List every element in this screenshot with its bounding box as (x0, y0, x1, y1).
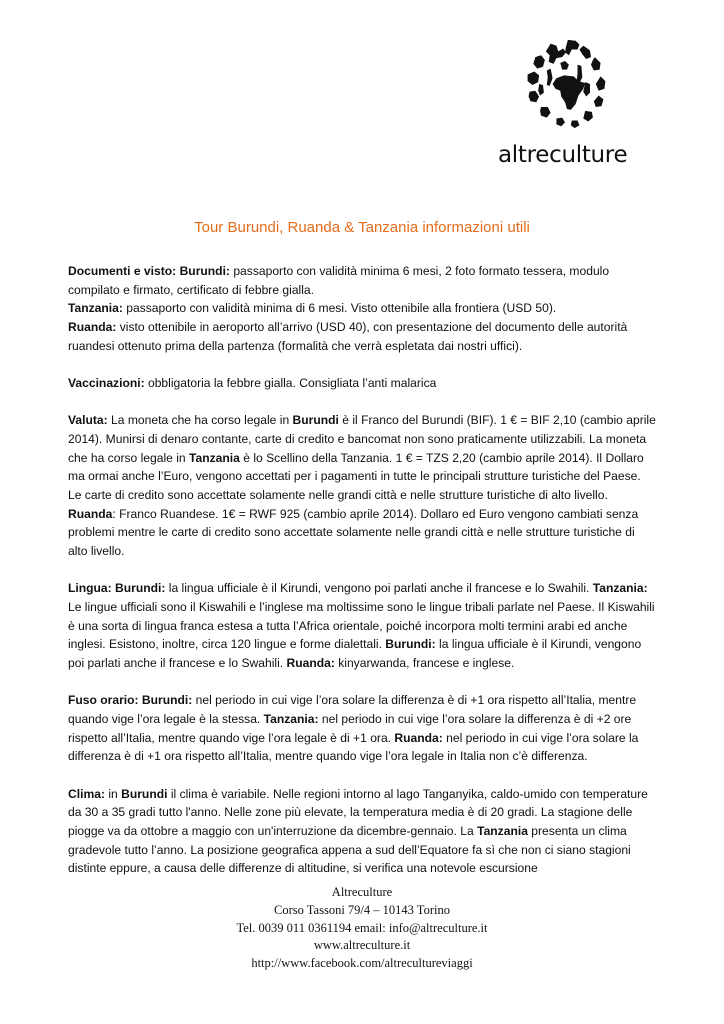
document-body (68, 262, 656, 897)
country-label: Tanzania: (68, 301, 123, 316)
brand-logo (496, 36, 626, 168)
brand-name: altreculture (498, 142, 628, 168)
section-label: Vaccinazioni: (68, 376, 145, 391)
section-text: passaporto con validità minima di 6 mesi. Visto ottenibile alla frontiera (USD 50). (122, 301, 557, 316)
page-title: Tour Burundi, Ruanda & Tanzania informazioni utili (194, 219, 530, 236)
section-text: è lo Scellino della Tanzania. 1 € = TZS 2,20 (cambio aprile 2014). Il Dollaro ma ormai anche l’Euro, vengono accettati per i pagamenti in tutte le principali strutture turistiche del Paese. Le carte di credito sono accettate solamente nelle grandi città e nelle strutture turistiche di alto livello. (68, 450, 644, 503)
footer-website-link[interactable]: www.altreculture.it (313, 938, 411, 953)
page-footer (0, 884, 724, 973)
country-label: Ruanda (68, 506, 113, 521)
section-label: Valuta: (68, 413, 108, 428)
section-clima (68, 785, 656, 879)
country-label: Ruanda: (286, 656, 335, 671)
country-label: Burundi: (138, 693, 193, 708)
section-text: visto ottenibile in aeroporto all’arrivo (USD 40), con presentazione del documento delle autorità ruandesi ottenuto prima della partenza (formalità che verrà espletata dai nostri uffici). (68, 320, 628, 353)
section-documenti (68, 262, 656, 356)
country-label: Tanzania: (592, 581, 648, 596)
section-text: il clima è variabile. Nelle regioni intorno al lago Tanganyika, caldo-umido con temperature da 30 a 35 gradi tutto l'anno. Nelle zone più elevate, la temperatura media è di 20 gradi. La stagione delle piogge va da ottobre a maggio con un'interruzione da dicembre-gennaio. La (68, 786, 648, 839)
country-label: Ruanda: (394, 730, 443, 745)
section-lingua (68, 579, 656, 673)
section-text: in (104, 786, 122, 801)
section-text: La moneta che ha corso legale in (107, 413, 293, 428)
section-text: : Franco Ruandese. 1€ = RWF 925 (cambio aprile 2014). Dollaro ed Euro vengono cambiati senza problemi mentre le carte di credito sono accettate solamente nelle grandi città e nelle strutture turistiche di alto livello. (68, 506, 639, 559)
country-label: Burundi: (111, 581, 166, 596)
section-text: nel periodo in cui vige l’ora solare la differenza è di +2 ore rispetto all’Italia, mentre quando vige l’ora legale è di +1 ora. (68, 712, 632, 745)
section-vaccinazioni (68, 374, 656, 393)
footer-company: Altreculture (331, 885, 393, 899)
country-label: Burundi (292, 413, 339, 428)
section-label: Fuso orario: (68, 693, 139, 708)
section-valuta (68, 411, 656, 561)
section-text: nel periodo in cui vige l’ora solare la differenza è di +1 ora rispetto all’Italia, mentre quando vige l’ora legale è la stessa. (68, 693, 637, 727)
footer-address: Corso Tassoni 79/4 – 10143 Torino (274, 902, 450, 917)
country-label: Tanzania: (263, 712, 319, 727)
section-text: la lingua ufficiale è il Kirundi, vengono poi parlati anche il francese e lo Swahili. (68, 637, 642, 671)
section-label: Documenti e visto: (68, 264, 177, 278)
country-label: Burundi: (179, 264, 230, 278)
section-text: la lingua ufficiale è il Kirundi, vengono poi parlati anche il francese e lo Swahili. (165, 581, 593, 596)
country-label: Tanzania (477, 824, 528, 839)
section-text: presenta un clima gradevole tutto l’anno. La posizione geografica appena a sud dell’Equatore fa sì che non ci siano stagioni distinte eppure, a causa delle differenze di altitudine, si verifica una notevole escursione (68, 824, 631, 876)
country-label: Tanzania (189, 450, 240, 465)
footer-contacts[interactable]: Tel. 0039 011 0361194 email: info@altreculture.it (236, 920, 488, 935)
footer-facebook-link[interactable]: http://www.facebook.com/altrecultureviaggi (251, 956, 473, 971)
section-text: kinyarwanda, francese e inglese. (334, 656, 515, 671)
section-text: è il Franco del Burundi (BIF). 1 € = BIF 2,10 (cambio aprile 2014). Munirsi di denaro contante, carte di credito e bancomat non sono praticamente utilizzabili. La moneta che ha corso legale in (68, 413, 656, 465)
section-label: Lingua: (68, 581, 112, 596)
section-text: obbligatoria la febbre gialla. Consigliata l’anti malarica (144, 376, 437, 391)
section-label: Clima: (68, 786, 105, 801)
country-label: Ruanda: (68, 320, 117, 335)
africa-wildlife-logo-icon (518, 36, 614, 132)
section-text: nel periodo in cui vige l’ora solare la differenza è di +1 ora rispetto all’Italia, mentre quando vige l’ora legale in Italia non c’è differenza. (68, 730, 639, 764)
section-text: passaporto con validità minima 6 mesi, 2 foto formato tessera, modulo compilato e firmato, certificato di febbre gialla. (68, 264, 610, 297)
country-label: Burundi (121, 786, 168, 801)
section-fuso-orario (68, 691, 656, 766)
country-label: Burundi: (385, 637, 436, 652)
section-text: Le lingue ufficiali sono il Kiswahili e l’inglese ma moltissime sono le lingue tribali parlate nel Paese. Il Kiswahili è una sorta di lingua franca estesa a tutta l’Africa orientale, poiché incorpora molti termini arabi ed anche inglesi. Esistono, inoltre, circa 120 lingue e forme dialettali. (68, 600, 655, 652)
